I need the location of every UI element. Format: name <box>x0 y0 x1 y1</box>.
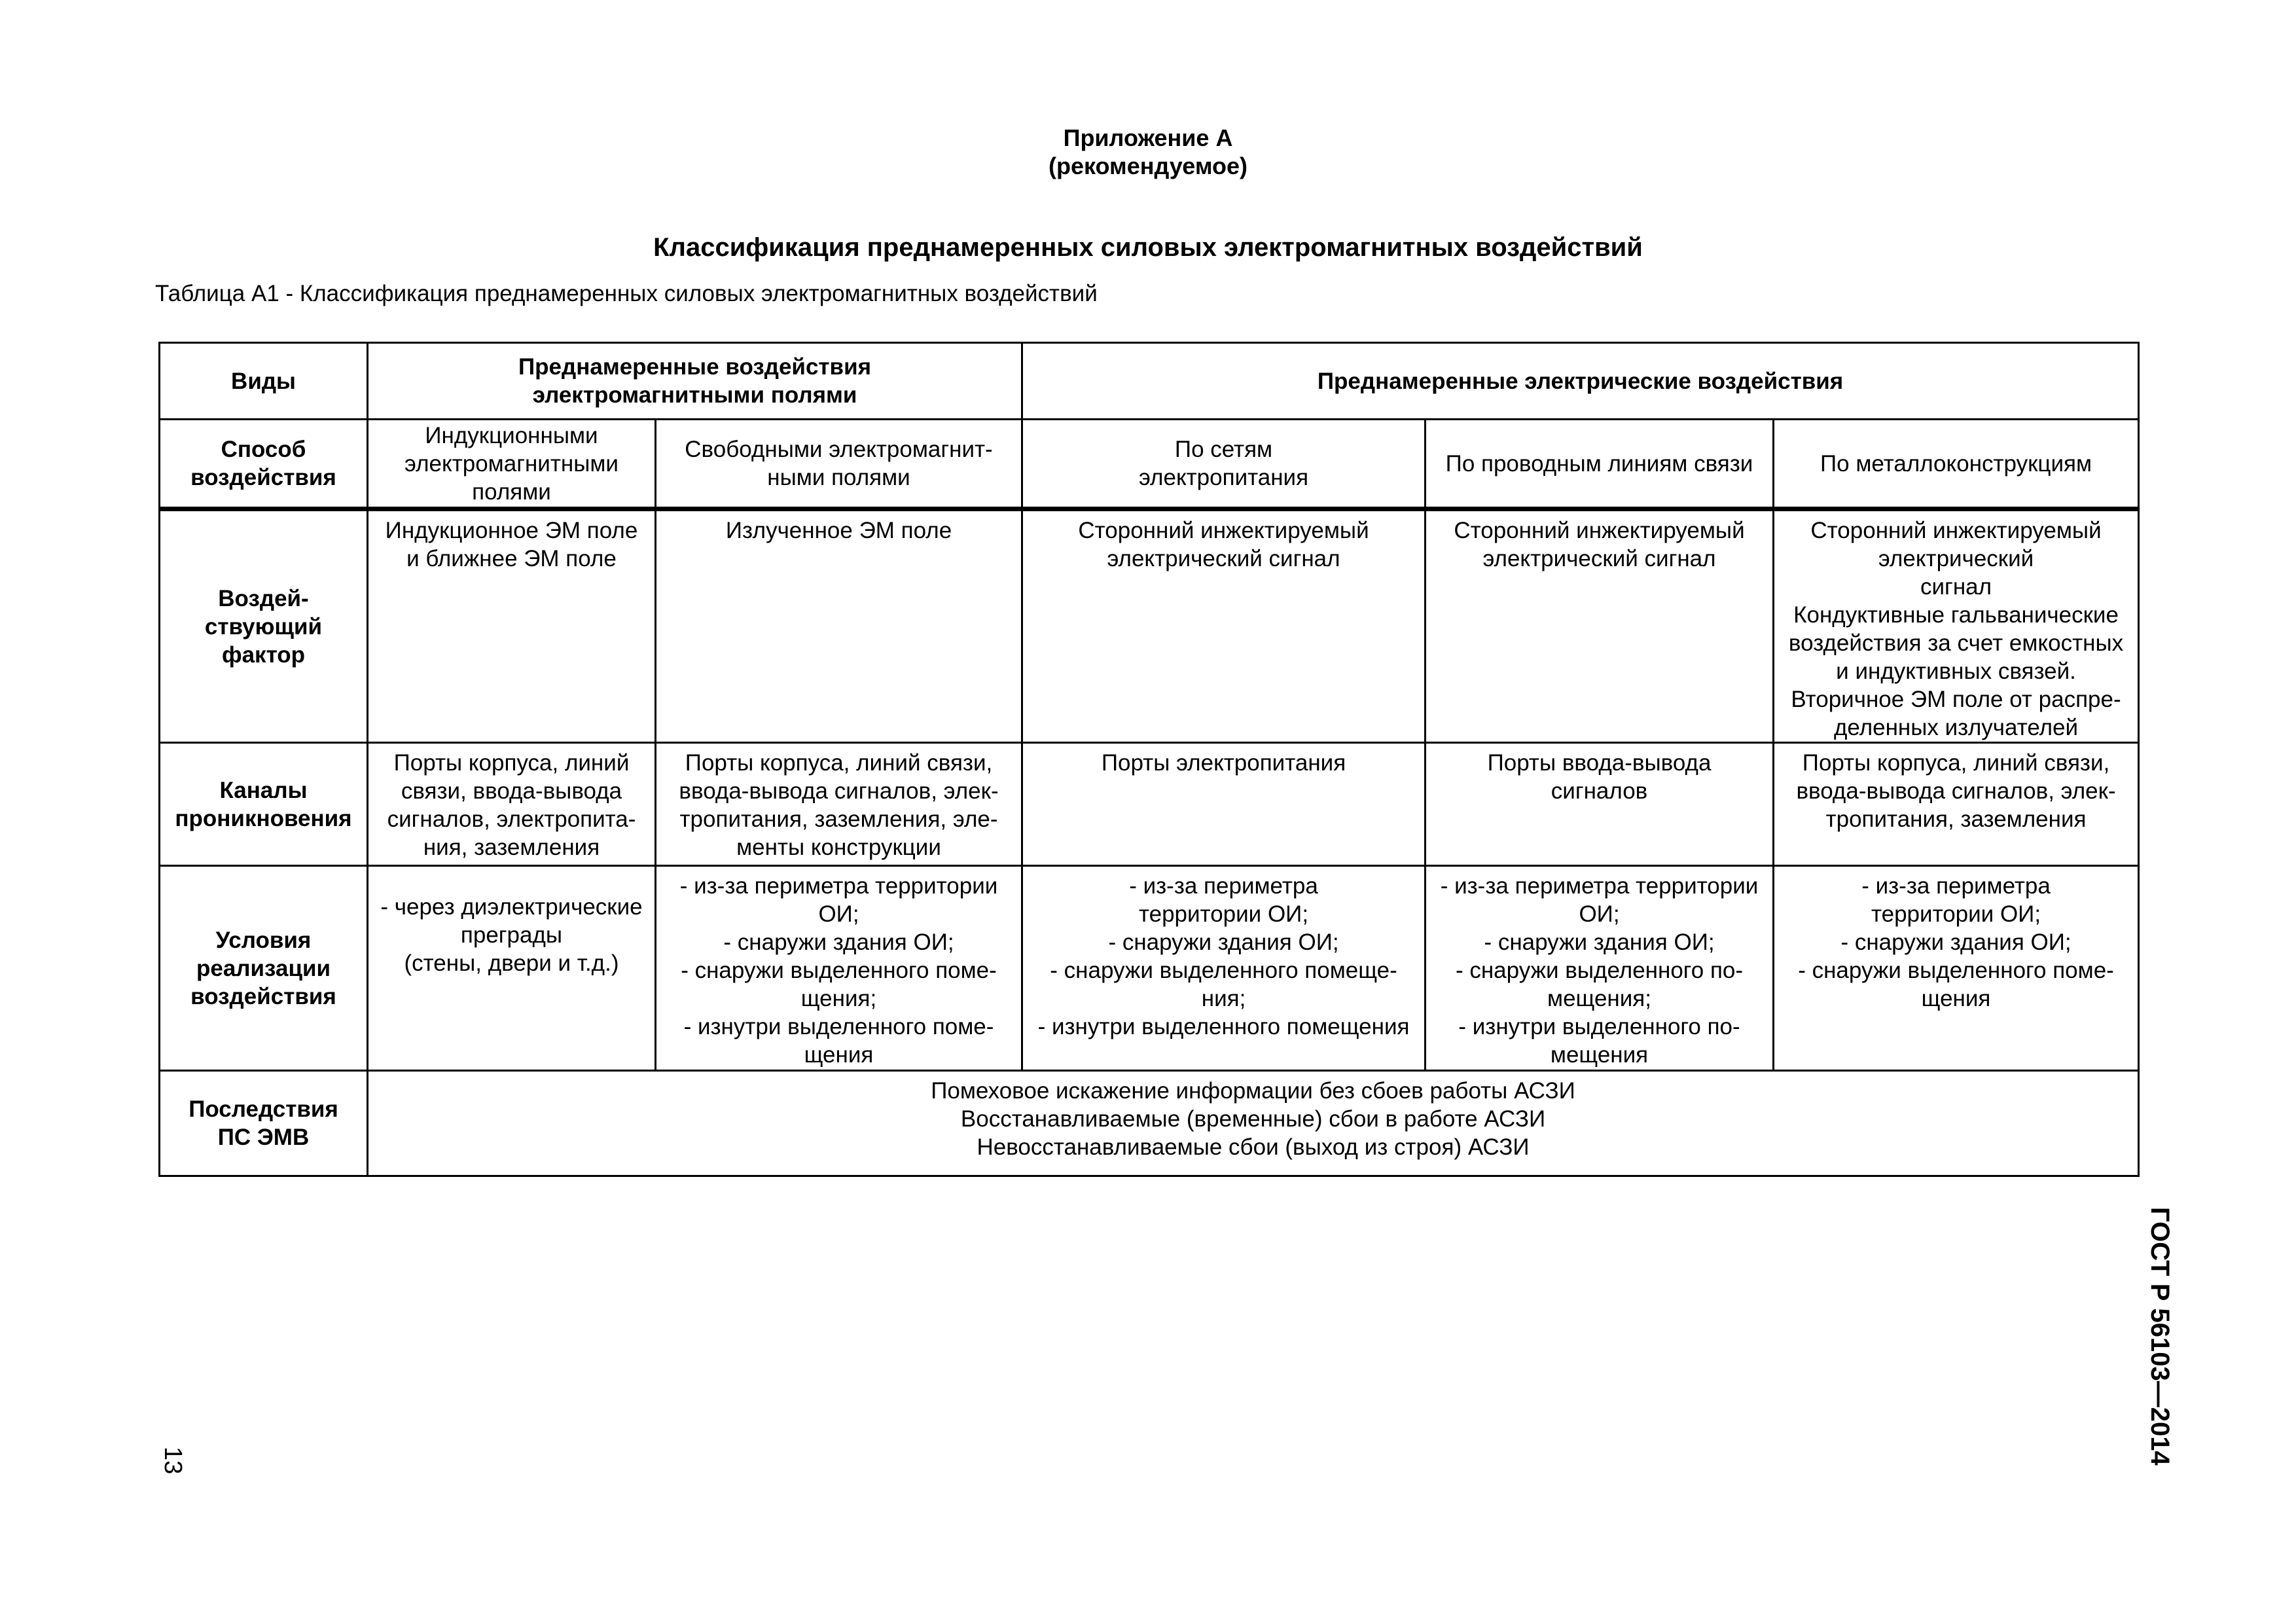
conditions-power-networks: - из-за периметра территории ОИ; - снаружи здания ОИ; - снаружи выделенного помеще- ния; - изнутри выделенного помещения <box>1022 866 1426 1071</box>
factor-wired-lines: Сторонний инжектируемый электрический сигнал <box>1426 509 1774 743</box>
header-electrical-group: Преднамеренные электрические воздействия <box>1022 343 2139 420</box>
document-code: ГОСТ Р 56103—2014 <box>2145 1207 2174 1466</box>
appendix-status-note: (рекомендуемое) <box>1049 153 1247 179</box>
method-inductive-fields: Индукционными электромагнитными полями <box>368 420 656 509</box>
factor-inductive: Индукционное ЭМ поле и ближнее ЭМ поле <box>368 509 656 743</box>
header-em-fields-group: Преднамеренные воздействия электромагнитными полями <box>368 343 1022 420</box>
table-row-acting-factor <box>160 509 2139 743</box>
table-caption: Таблица А1 - Классификация преднамеренных силовых электромагнитных воздействий <box>155 281 1098 306</box>
classification-table <box>158 342 2140 1177</box>
table-row-penetration-channels <box>160 743 2139 866</box>
appendix-title: Приложение А <box>1063 124 1233 151</box>
section-title: Классификация преднамеренных силовых электромагнитных воздействий <box>653 233 1643 262</box>
method-power-networks: По сетям электропитания <box>1022 420 1426 509</box>
method-wired-communication-lines: По проводным линиям связи <box>1426 420 1774 509</box>
consequences-text: Помеховое искажение информации без сбоев работы АСЗИ Восстанавливаемые (временные) сбои в работе АСЗИ Невосстанавливаемые сбои (выход из строя) АСЗИ <box>368 1071 2139 1176</box>
row-label-conditions: Условия реализации воздействия <box>160 866 368 1071</box>
conditions-inductive: - через диэлектрические преграды (стены, двери и т.д.) <box>368 866 656 1071</box>
factor-metal-structures: Сторонний инжектируемый электрический сигнал Кондуктивные гальванические воздействия за счет емкостных и индуктивных связей. Вторичное ЭМ поле от распре- деленных излучателей <box>1774 509 2139 743</box>
factor-power-networks: Сторонний инжектируемый электрический сигнал <box>1022 509 1426 743</box>
table-header-row-method <box>160 420 2139 509</box>
row-label-penetration-channels: Каналы проникновения <box>160 743 368 866</box>
conditions-free-em: - из-за периметра территории ОИ; - снаружи здания ОИ; - снаружи выделенного поме- щения; - изнутри выделенного поме- щения <box>656 866 1022 1071</box>
header-types-label: Виды <box>160 343 368 420</box>
conditions-metal-structures: - из-за периметра территории ОИ; - снаружи здания ОИ; - снаружи выделенного поме- щения <box>1774 866 2139 1071</box>
conditions-wired-lines: - из-за периметра территории ОИ; - снаружи здания ОИ; - снаружи выделенного по- мещения; - изнутри выделенного по- мещения <box>1426 866 1774 1071</box>
channels-inductive: Порты корпуса, линий связи, ввода-вывода сигналов, электропита- ния, заземления <box>368 743 656 866</box>
channels-wired-lines: Порты ввода-вывода сигналов <box>1426 743 1774 866</box>
channels-free-em: Порты корпуса, линий связи, ввода-вывода сигналов, элек- тропитания, заземления, эле- менты конструкции <box>656 743 1022 866</box>
factor-free-em: Излученное ЭМ поле <box>656 509 1022 743</box>
page-number: 13 <box>159 1447 187 1475</box>
header-method-label: Способ воздействия <box>160 420 368 509</box>
table-header-row-types <box>160 343 2139 420</box>
method-free-em-fields: Свободными электромагнит- ными полями <box>656 420 1022 509</box>
row-label-acting-factor: Воздей- ствующий фактор <box>160 509 368 743</box>
channels-power-networks: Порты электропитания <box>1022 743 1426 866</box>
table-row-consequences <box>160 1071 2139 1176</box>
table-row-conditions <box>160 866 2139 1071</box>
channels-metal-structures: Порты корпуса, линий связи, ввода-вывода сигналов, элек- тропитания, заземления <box>1774 743 2139 866</box>
method-metal-structures: По металлоконструкциям <box>1774 420 2139 509</box>
row-label-consequences: Последствия ПС ЭМВ <box>160 1071 368 1176</box>
